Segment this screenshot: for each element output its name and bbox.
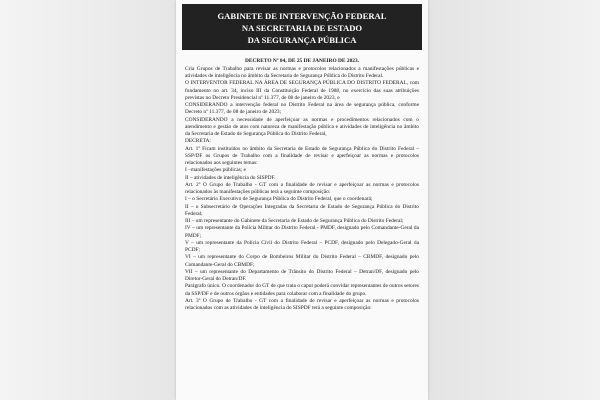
- paragraph-art-2-item-4: IV – um representante da Polícia Militar do Distrito Federal - PMDF, designado pelo Comandante-Geral da PMDF;: [185, 225, 419, 239]
- paragraph-art-1-item-1: I –manifestações públicas; e: [185, 167, 246, 174]
- paragraph-art-2-item-2: II – o Subsecretário de Operações Integradas da Secretaria de Estado de Segurança Pública do Distrito Federal;: [185, 203, 419, 217]
- paragraph-considerando-1: CONSIDERANDO a intervenção federal no Distrito Federal na área de segurança pública, conforme Decreto nº 11.377, de 08 de janeiro de 2023;: [185, 102, 419, 116]
- paragraph-art-2-item-7: VII – um representante do Departamento de Trânsito do Distrito Federal – Detran/DF, designado pelo Diretor-Geral do Detran/DF.: [185, 268, 419, 282]
- document-body: [185, 58, 419, 312]
- paragraph-art-2-item-1: I – o Secretário Executivo de Segurança Pública do Distrito Federal, que o coordenará;: [185, 196, 373, 203]
- header-banner: [182, 4, 422, 50]
- paragraph-art-2: Art. 2º O Grupo de Trabalho - GT com a finalidade de revisar e aperfeiçoar as normas e protocolos relacionados às manifestações públicas terá a seguinte composição:: [185, 181, 419, 195]
- paragraph-art-3: Art. 3º O Grupo de Trabalho - GT com a finalidade de revisar e aperfeiçoar as normas e protocolos relacionados com as atividades de inteligência do SISPDF terá a seguinte composição:: [185, 297, 419, 311]
- paragraph-ementa: Cria Grupos de Trabalho para revisar as normas e protocolos relacionados a manifestações públicas e atividades de inteligência no âmbito da Secretaria de Segurança Pública do Distrito Federal.: [185, 65, 419, 79]
- paragraph-art-1: Art. 1º Ficam instituídos no âmbito da Secretaria de Estado de Segurança Pública do Distrito Federal – SSP/DF os Grupos de Trabalho com a finalidade de revisar e aperfeiçoar as normas e protocolos relacionados aos seguintes temas:: [185, 145, 419, 166]
- decree-title: DECRETO Nº 04, DE 25 DE JANEIRO DE 2023.: [245, 58, 359, 64]
- paragraph-art-2-item-5: V – um representante da Polícia Civil do Distrito Federal – PCDF, designado pelo Delegado-Geral da PCDF;: [185, 239, 419, 253]
- paragraph-art-1-item-2: II – atividades de inteligência do SISPDF.: [185, 174, 276, 181]
- paragraph-preamble: O INTERVENTOR FEDERAL NA ÁREA DE SEGURANÇA PÚBLICA DO DISTRITO FEDERAL, com fundamento no art. 34, inciso III da Constituição Federal de 1988, no exercício das suas atribuições previstas no Decreto Presidencial nº 11.377, de 08 de janeiro de 2023, e: [185, 80, 419, 101]
- banner-line-3: DA SEGURANÇA PÚBLICA: [247, 35, 357, 45]
- banner-line-1: GABINETE DE INTERVENÇÃO FEDERAL: [217, 11, 387, 21]
- paragraph-considerando-2: CONSIDERANDO a necessidade de aperfeiçoar as normas e procedimentos relacionados com o atendimento e gestão de atos com natureza de manifestação pública e atividades de inteligência no âmbito da Secretaria de Estado de Segurança Pública do Distrito Federal,: [185, 116, 419, 137]
- document-page: [176, 0, 428, 400]
- paragraph-art-2-item-3: III – um representante do Gabinete da Secretaria de Estado de Segurança Pública do Distrito Federal;: [185, 218, 404, 224]
- paragraph-art-2-item-6: VI – um representante do Corpo de Bombeiros Militar do Distrito Federal – CBMDF, designado pelo Comandante-Geral do CBMDF;: [185, 254, 419, 268]
- banner-line-2: NA SECRETARIA DE ESTADO: [241, 23, 363, 33]
- paragraph-decreta: DECRETA:: [185, 138, 211, 145]
- background-right: [428, 0, 600, 400]
- paragraph-paragrafo-unico: Parágrafo único. O coordenador do GT de que trata o caput poderá convidar representantes de outros setores da SSP/DF e de outros órgãos e entidades para colaborar com a finalidade do grupo.: [185, 283, 419, 297]
- background-left: [0, 0, 176, 400]
